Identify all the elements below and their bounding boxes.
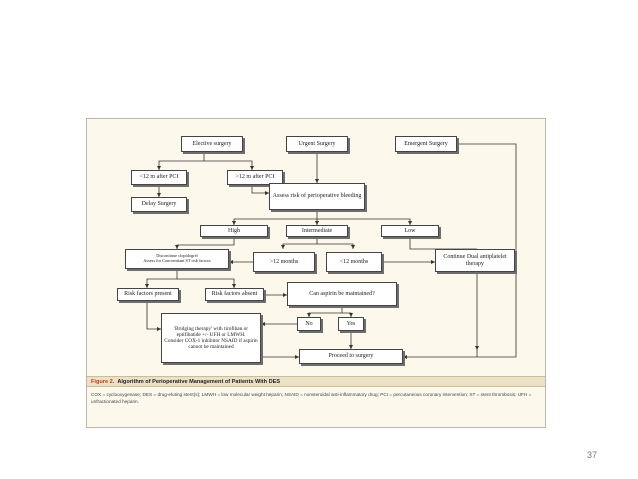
elective-surgery-label: Elective surgery [192, 140, 232, 147]
continue-dual-antiplatelet-box [435, 249, 515, 272]
assess-bleeding-risk-box [269, 183, 365, 210]
connector [177, 237, 234, 249]
lt12m-pci-label: <12 m after PCI [139, 174, 179, 181]
connector [204, 161, 252, 170]
figure-caption [87, 376, 545, 387]
bridging-therapy-box [161, 313, 261, 363]
can-aspirin-be-maintained-box [287, 282, 397, 306]
connector [159, 152, 204, 170]
urgent-surgery-label: Urgent Surgery [298, 140, 336, 147]
connector [147, 269, 177, 288]
connector [177, 279, 234, 288]
assess-bleeding-risk-label: Assess risk of perioperative bleeding [272, 193, 362, 200]
assess-st-risk-label: Assess for Concomitant ST risk factors [143, 258, 211, 263]
lt12m-pci-box [131, 170, 187, 185]
proceed-to-surgery-box [299, 349, 403, 364]
arrow-head [261, 322, 265, 326]
high-risk-box [200, 225, 268, 237]
low-risk-box [381, 225, 439, 237]
discontinue-clopidogrel-label: Discontinue clopidogrel [156, 253, 198, 259]
arrow-head [281, 245, 285, 249]
risk-factors-present-label: Risk factors present [124, 291, 172, 298]
intermediate-risk-label: Intermediate [301, 227, 333, 234]
abbreviations-text: COX = cyclooxygenase; DES = drug-eluting stent(s); LMWH = low molecular weight heparin; NSAID = nonsteroidal anti-inflammatory drug; PCI = percutaneous coronary intervention; ST = stent thrombosis; UFH = unfractionated heparin. [91, 392, 532, 405]
proceed-to-surgery-label: Proceed to surgery [328, 353, 374, 360]
connector [309, 306, 342, 317]
intermediate-risk-box [286, 225, 348, 237]
connector [234, 210, 317, 225]
urgent-surgery-box [286, 136, 348, 152]
high-risk-label: High [228, 227, 240, 234]
connector [410, 237, 477, 249]
can-aspirin-be-maintained-label: Can aspirin be maintained? [309, 290, 375, 297]
figure-number: Figure 2. [91, 378, 115, 385]
connector [283, 237, 317, 249]
yes-label: Yes [346, 320, 356, 327]
gt12m-pci-label: >12 m after PCI [235, 174, 275, 181]
cox1-inhibitor-label: Consider COX-1 inhibitor NSAID if aspirin cannot be maintained [164, 338, 258, 351]
risk-factors-present-box [117, 288, 179, 301]
algorithm-figure [86, 118, 546, 428]
arrow-head [229, 260, 233, 264]
emergent-surgery-box [395, 136, 457, 152]
low-risk-label: Low [404, 227, 416, 234]
flowchart-connectors [87, 119, 547, 377]
no-box [297, 317, 321, 331]
connector [317, 244, 353, 249]
gt12-months-box [253, 252, 315, 272]
delay-surgery-box [131, 197, 187, 212]
arrow-head [403, 355, 407, 359]
discontinue-clopidogrel-box [125, 249, 229, 269]
page-number: 37 [587, 450, 598, 460]
arrow-head [475, 346, 479, 350]
continue-dual-antiplatelet-label: Continue Dual antiplatelet therapy [443, 253, 507, 267]
bridging-therapy-label: 'Bridging therapy' with tirofiban or eptifibatide +/- UFH or LMWH. [174, 325, 248, 338]
lt12-months-label: <12 months [339, 258, 369, 265]
elective-surgery-box [181, 136, 243, 152]
emergent-surgery-label: Emergent Surgery [404, 140, 448, 147]
connector [147, 301, 161, 329]
risk-factors-absent-box [205, 288, 264, 301]
gt12-months-label: >12 months [269, 258, 299, 265]
lt12-months-box [326, 252, 382, 272]
arrow-head [351, 245, 355, 249]
risk-factors-absent-label: Risk factors absent [211, 291, 258, 298]
figure-title: Algorithm of Perioperative Management of Patients With DES [117, 378, 281, 385]
delay-surgery-label: Delay Surgery [141, 201, 177, 208]
yes-box [338, 317, 364, 331]
no-label: No [305, 320, 313, 327]
